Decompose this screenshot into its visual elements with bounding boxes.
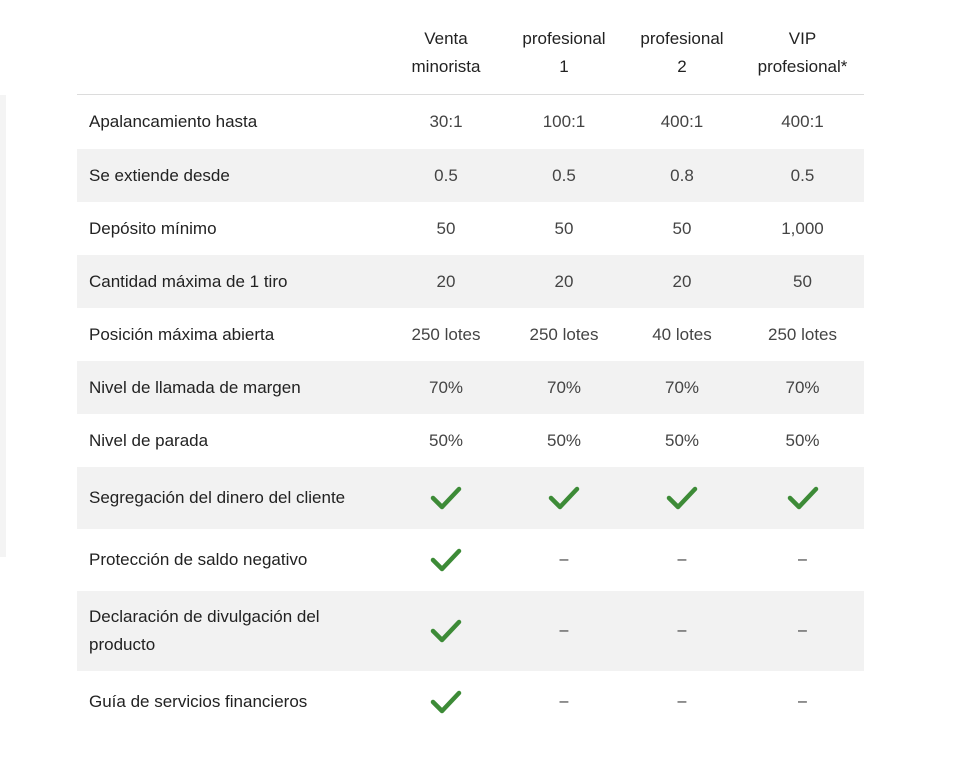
cell-value: 70% — [785, 377, 820, 397]
dash-mark — [505, 551, 623, 569]
row-label: Segregación del dinero del cliente — [89, 488, 346, 507]
dash-text: – — [798, 693, 807, 710]
table-row-declaracion — [77, 591, 864, 671]
cell-value: 40 lotes — [652, 324, 712, 344]
column-header-venta-minorista: Venta minorista — [411, 29, 481, 76]
cell-value: 70% — [546, 377, 582, 397]
table-row-segregacion — [77, 467, 864, 529]
cell-value: 250 lotes — [411, 324, 481, 344]
row-label: Nivel de llamada de margen — [89, 377, 301, 397]
dash-text: – — [559, 693, 569, 710]
dash-text: – — [677, 693, 687, 710]
dash-mark — [741, 622, 864, 640]
table-header — [77, 0, 864, 95]
cell-value: 250 lotes — [529, 324, 599, 344]
dash-mark — [741, 693, 864, 711]
cell-value: 0.5 — [434, 165, 458, 185]
table-row-apalancamiento — [77, 95, 864, 149]
check-icon — [505, 486, 623, 510]
comparison-table — [77, 0, 864, 733]
row-label: Nivel de parada — [89, 430, 209, 450]
row-label: Se extiende desde — [89, 165, 230, 185]
dash-mark — [741, 551, 864, 569]
table-row-parada — [77, 414, 864, 467]
check-icon — [387, 548, 505, 572]
row-label: Posición máxima abierta — [89, 324, 275, 344]
table-row-cantidad — [77, 255, 864, 308]
cell-value: 50% — [546, 430, 582, 450]
cell-value: 0.8 — [670, 165, 694, 185]
row-label: Protección de saldo negativo — [89, 550, 308, 569]
table-row-proteccion — [77, 529, 864, 591]
cell-value: 50% — [785, 430, 820, 450]
cell-value: 20 — [436, 271, 456, 291]
dash-mark — [623, 551, 741, 569]
dash-mark — [623, 693, 741, 711]
row-label: Depósito mínimo — [89, 218, 217, 238]
dash-mark — [623, 622, 741, 640]
row-label: Guía de servicios financieros — [89, 692, 308, 711]
column-header-profesional-1: profesional 1 — [522, 29, 606, 76]
cell-value: 250 lotes — [768, 324, 837, 344]
check-icon — [623, 486, 741, 510]
cell-value: 50% — [664, 430, 700, 450]
left-edge-strip — [0, 95, 6, 557]
cell-value: 70% — [428, 377, 464, 397]
cell-value: 20 — [554, 271, 574, 291]
table-row-extiende — [77, 149, 864, 202]
cell-value: 50 — [436, 218, 456, 238]
table-row-guia — [77, 671, 864, 733]
cell-value: 50% — [428, 430, 464, 450]
cell-value: 400:1 — [660, 112, 704, 131]
cell-value: 100:1 — [542, 112, 586, 131]
dash-mark — [505, 622, 623, 640]
cell-value: 50 — [793, 271, 812, 291]
cell-value: 50 — [554, 218, 574, 238]
dash-text: – — [677, 551, 687, 568]
cell-value: 0.5 — [790, 165, 815, 185]
check-icon — [387, 486, 505, 510]
table-row-posicion — [77, 308, 864, 361]
check-icon — [387, 690, 505, 714]
row-label: Declaración de divulgación del producto — [89, 607, 320, 654]
cell-value: 1,000 — [781, 218, 824, 238]
column-header-vip-profesional: VIP profesional* — [757, 29, 848, 76]
column-header-profesional-2: profesional 2 — [640, 29, 724, 76]
cell-value: 0.5 — [552, 165, 576, 185]
cell-value: 50 — [672, 218, 692, 238]
cell-value: 20 — [672, 271, 692, 291]
row-label: Apalancamiento hasta — [89, 112, 258, 131]
dash-text: – — [798, 551, 807, 568]
check-icon — [741, 486, 864, 510]
dash-mark — [505, 693, 623, 711]
dash-text: – — [798, 622, 807, 639]
dash-text: – — [559, 551, 569, 568]
dash-text: – — [677, 622, 687, 639]
check-icon — [387, 619, 505, 643]
dash-text: – — [559, 622, 569, 639]
cell-value: 30:1 — [429, 112, 463, 131]
table-row-margen — [77, 361, 864, 414]
cell-value: 400:1 — [781, 112, 824, 131]
header-empty-cell — [77, 0, 387, 94]
table-row-deposito — [77, 202, 864, 255]
row-label: Cantidad máxima de 1 tiro — [89, 271, 288, 291]
cell-value: 70% — [664, 377, 700, 397]
